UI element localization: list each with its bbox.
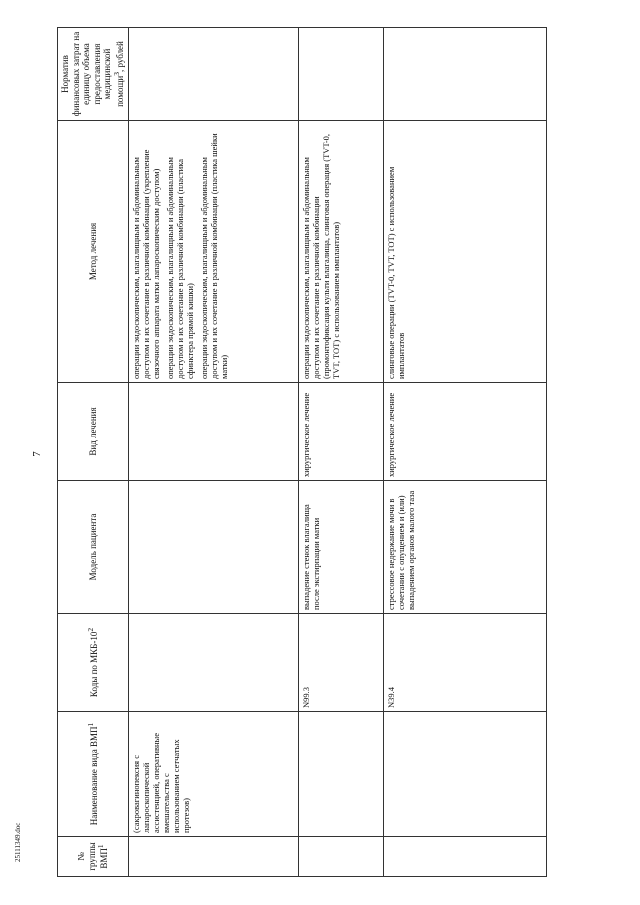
cell-treatment: хирургическое лечение — [298, 383, 383, 481]
cell-name — [383, 712, 546, 837]
method-item: операции эндоскопическим, влагалищным и абдоминальным доступом и их сочетание в различной комбинации (пластика сфинктера прямой кишки) — [164, 157, 195, 379]
header-codes: Коды по МКБ-$10^2$ — [58, 614, 129, 712]
table-header-row — [58, 28, 129, 877]
cell-code: N39.4 — [383, 614, 546, 712]
cell-code — [128, 614, 298, 712]
header-method: Метод лечения — [58, 121, 129, 383]
cell-norm — [128, 28, 298, 121]
cell-treatment — [128, 383, 298, 481]
method-item: операции эндоскопическим, влагалищным и абдоминальным доступом и их сочетание в различной комбинации (укрепление связочного аппарата матки лапароскопическим доступом) — [130, 149, 161, 379]
cell-model: стрессовое недержание мочи в сочетании с опущением и (или) выпадением органов малого таза — [383, 481, 546, 614]
vmp-table-rotated — [57, 28, 537, 877]
table-row — [298, 28, 383, 877]
page-number: 7 — [30, 451, 43, 457]
cell-group — [383, 837, 546, 877]
header-norm: Норматив финансовых затрат на единицу объема предоставления медицинской помощи$^3$, рублей — [58, 28, 129, 121]
header-name: Наименование вида ВМП$^1$ — [58, 712, 129, 837]
header-group: № группы ВМП$^1$ — [58, 837, 129, 877]
cell-method — [128, 121, 298, 383]
file-name: 25111349.doc — [14, 822, 22, 862]
table-row — [383, 28, 546, 877]
cell-group — [128, 837, 298, 877]
cell-model — [128, 481, 298, 614]
method-item: операции эндоскопическим, влагалищным и абдоминальным доступом и их сочетание в различной комбинации (пластика шейки матки) — [198, 133, 229, 379]
cell-name: (сакровагинопексия с лапароскопической ассистенцией, оперативные вмешательства с использованием сетчатых протезов) — [128, 712, 298, 837]
table-row — [128, 28, 298, 877]
cell-norm — [383, 28, 546, 121]
cell-name — [298, 712, 383, 837]
method-item: операции эндоскопическим, влагалищным и абдоминальным доступом и их сочетание в различной комбинации (промонтофиксация культи влагалища, слинговая операция (TVT-0, TVT, TOT) с использованием имплантатов) — [300, 133, 341, 379]
cell-norm — [298, 28, 383, 121]
method-item: слинговые операции (TVT-0, TVT, TOT) с использованием имплантатов — [385, 166, 406, 379]
cell-model: выпадение стенок влагалища после экстирпации матки — [298, 481, 383, 614]
cell-group — [298, 837, 383, 877]
header-model: Модель пациента — [58, 481, 129, 614]
header-treatment: Вид лечения — [58, 383, 129, 481]
cell-treatment: хирургическое лечение — [383, 383, 546, 481]
vmp-table — [57, 27, 547, 877]
cell-method — [383, 121, 546, 383]
cell-code: N99.3 — [298, 614, 383, 712]
cell-method — [298, 121, 383, 383]
